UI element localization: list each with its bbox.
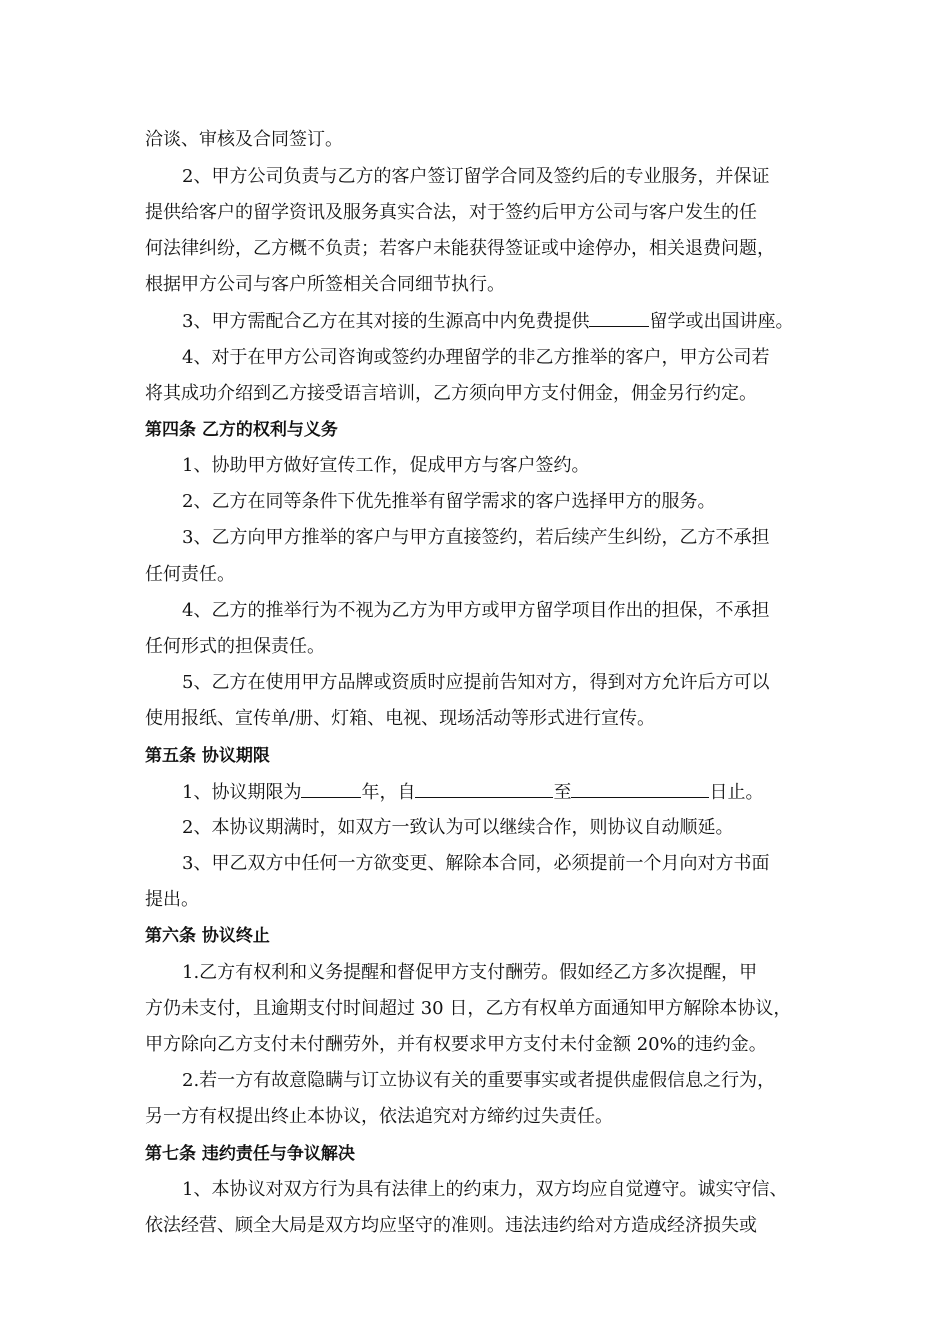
blank-field <box>415 779 553 798</box>
paragraph-line: 提供给客户的留学资讯及服务真实合法，对于签约后甲方公司与客户发生的任 <box>145 202 757 223</box>
paragraph-line: 1.乙方有权利和义务提醒和督促甲方支付酬劳。假如经乙方多次提醒，甲 <box>182 962 758 983</box>
section-heading: 第七条 违约责任与争议解决 <box>145 1144 355 1164</box>
paragraph-line <box>182 308 793 334</box>
paragraph-line: 2、乙方在同等条件下优先推举有留学需求的客户选择甲方的服务。 <box>182 491 716 512</box>
text-run: 年，自 <box>361 782 416 803</box>
paragraph-line: 方仍未支付，且逾期支付时间超过 30 日，乙方有权单方面通知甲方解除本协议， <box>145 998 792 1019</box>
paragraph-line: 1、协助甲方做好宣传工作，促成甲方与客户签约。 <box>182 455 590 476</box>
paragraph-line: 提出。 <box>145 889 199 910</box>
paragraph-line <box>182 779 763 805</box>
paragraph-line: 洽谈、审核及合同签订。 <box>145 129 343 150</box>
text-run: 3、甲方需配合乙方在其对接的生源高中内免费提供 <box>182 311 590 332</box>
paragraph-line: 使用报纸、宣传单/册、灯箱、电视、现场活动等形式进行宣传。 <box>145 708 656 729</box>
text-run: 1、协议期限为 <box>182 782 302 803</box>
paragraph-line: 何法律纠纷，乙方概不负责；若客户未能获得签证或中途停办，相关退费问题， <box>145 238 775 259</box>
blank-field <box>571 779 709 798</box>
section-heading: 第五条 协议期限 <box>145 746 270 766</box>
paragraph-line: 另一方有权提出终止本协议，依法追究对方缔约过失责任。 <box>145 1106 613 1127</box>
text-run: 至 <box>553 782 572 803</box>
paragraph-line: 1、本协议对双方行为具有法律上的约束力，双方均应自觉遵守。诚实守信、 <box>182 1179 788 1200</box>
blank-field <box>301 779 361 798</box>
text-run: 日止。 <box>709 782 764 803</box>
paragraph-line: 依法经营、顾全大局是双方均应坚守的准则。违法违约给对方造成经济损失或 <box>145 1215 757 1236</box>
section-heading: 第六条 协议终止 <box>145 926 270 946</box>
paragraph-line: 任何责任。 <box>145 564 235 585</box>
section-heading: 第四条 乙方的权利与义务 <box>145 420 338 440</box>
paragraph-line: 4、对于在甲方公司咨询或签约办理留学的非乙方推举的客户，甲方公司若 <box>182 347 770 368</box>
paragraph-line: 2、本协议期满时，如双方一致认为可以继续合作，则协议自动顺延。 <box>182 817 734 838</box>
text-run: 留学或出国讲座。 <box>649 311 794 332</box>
paragraph-line: 3、甲乙双方中任何一方欲变更、解除本合同，必须提前一个月向对方书面 <box>182 853 770 874</box>
paragraph-line: 2、甲方公司负责与乙方的客户签订留学合同及签约后的专业服务，并保证 <box>182 166 770 187</box>
paragraph-line: 甲方除向乙方支付未付酬劳外，并有权要求甲方支付未付金额 20%的违约金。 <box>145 1034 767 1055</box>
paragraph-line: 2.若一方有故意隐瞒与订立协议有关的重要事实或者提供虚假信息之行为， <box>182 1070 776 1091</box>
blank-field <box>589 308 649 327</box>
paragraph-line: 将其成功介绍到乙方接受语言培训，乙方须向甲方支付佣金，佣金另行约定。 <box>145 383 757 404</box>
paragraph-line: 任何形式的担保责任。 <box>145 636 325 657</box>
paragraph-line: 4、乙方的推举行为不视为乙方为甲方或甲方留学项目作出的担保，不承担 <box>182 600 770 621</box>
paragraph-line: 3、乙方向甲方推举的客户与甲方直接签约，若后续产生纠纷，乙方不承担 <box>182 527 770 548</box>
paragraph-line: 5、乙方在使用甲方品牌或资质时应提前告知对方，得到对方允许后方可以 <box>182 672 770 693</box>
paragraph-line: 根据甲方公司与客户所签相关合同细节执行。 <box>145 274 505 295</box>
